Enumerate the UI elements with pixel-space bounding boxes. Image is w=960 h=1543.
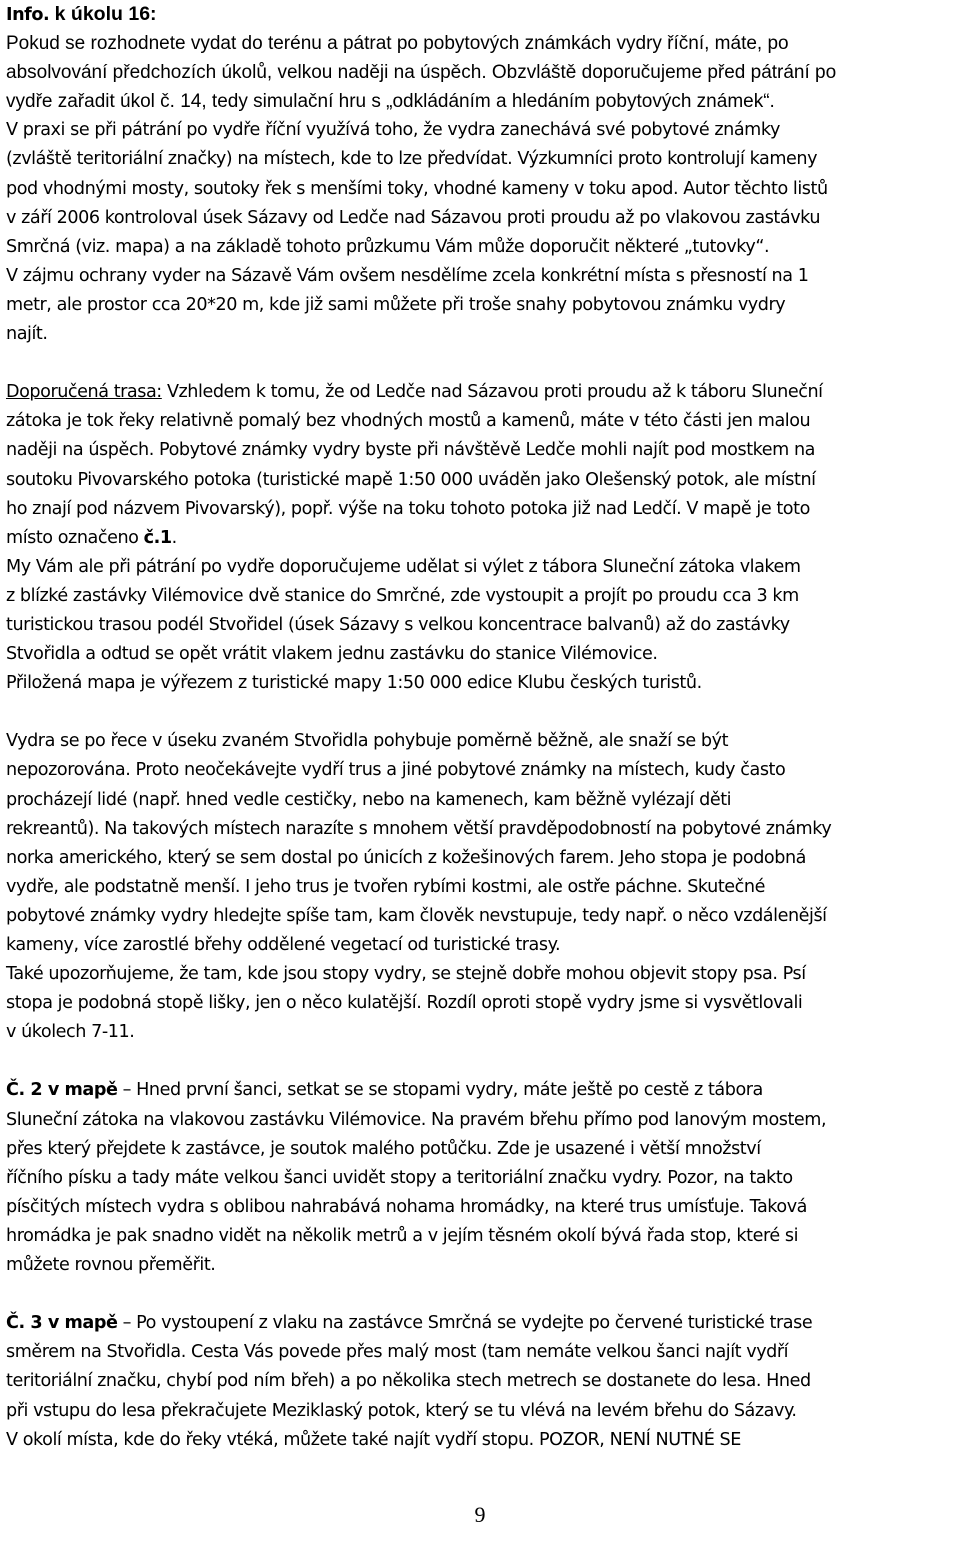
paragraph-gap bbox=[6, 1047, 954, 1076]
map-mark-1: č.1 bbox=[143, 527, 172, 548]
intro-line: vydře zařadit úkol č. 14, tedy simulační hru s „odkládáním a hledáním pobytových známek“. bbox=[6, 91, 775, 113]
paragraph-line: kameny, více zarostlé břehy oddělené vegetací od turistické trasy. bbox=[6, 935, 561, 955]
paragraph-line: soutoku Pivovarského potoka (turistické mapě 1:50 000 uváděn jako Olešenský potok, ale místní bbox=[6, 469, 816, 490]
paragraph-line: V praxi se při pátrání po vydře říční využívá toho, že vydra zanechává své pobytové známky bbox=[6, 120, 780, 141]
paragraph-line: nepozorována. Proto neočekávejte vydří trus a jiné pobytové známky na místech, kudy často bbox=[6, 760, 786, 781]
spot3-heading-line bbox=[6, 1309, 954, 1338]
paragraph-line: procházejí lidé (např. hned vedle cestičky, nebo na kamenech, kam běžně vylézají děti bbox=[6, 789, 732, 810]
paragraph-line: (zvláště teritoriální značky) na místech, kde to lze předvídat. Výzkumníci proto kontrolují kameny bbox=[6, 149, 818, 170]
paragraph-line: směrem na Stvořidla. Cesta Vás povede přes malý most (tam nemáte velkou šanci najít vydří bbox=[6, 1342, 789, 1363]
paragraph-line: Také upozorňujeme, že tam, kde jsou stopy vydry, se stejně dobře mohou objevit stopy psa. Psí bbox=[6, 964, 806, 985]
paragraph-line: říčního písku a tady máte velkou šanci uvidět stopy a teritoriální značku vydry. Pozor, na takto bbox=[6, 1167, 793, 1188]
title-prefix: Info. bbox=[6, 5, 50, 25]
paragraph-line: Stvořidla a odtud se opět vrátit vlakem jednu zastávku do stanice Vilémovice. bbox=[6, 644, 658, 665]
paragraph-line: stopa je podobná stopě lišky, jen o něco kulatější. Rozdíl oproti stopě vydry jsme si vysvětlovali bbox=[6, 993, 803, 1014]
spot3-label-b: 3 v mapě bbox=[24, 1313, 118, 1334]
route-first-line: Vzhledem k tomu, že od Ledče nad Sázavou proti proudu až k táboru Sluneční bbox=[161, 382, 823, 403]
paragraph-line: metr, ale prostor cca 20*20 m, kde již sami můžete při troše snahy pobytovou známku vydry bbox=[6, 294, 786, 315]
paragraph-line: rekreantů). Na takových místech narazíte s mnohem větší pravděpodobností na pobytové známky bbox=[6, 818, 832, 839]
paragraph-line bbox=[6, 524, 954, 553]
title-rest: k úkolu 16: bbox=[49, 3, 157, 25]
paragraph-line: při vstupu do lesa překračujete Meziklaský potok, který se tu vlévá na levém břehu do Sázavy. bbox=[6, 1400, 797, 1421]
paragraph-gap bbox=[6, 349, 954, 378]
paragraph-line: hromádka je pak snadno vidět na několik metrů a v jejím těsném okolí bývá řada stop, které si bbox=[6, 1225, 799, 1246]
paragraph-line: norka amerického, který se sem dostal po únicích z kožešinových farem. Jeho stopa je podobná bbox=[6, 847, 806, 868]
page-number: 9 bbox=[474, 1502, 486, 1527]
paragraph-line: z blízké zastávky Vilémovice dvě stanice do Smrčné, zde vystoupit a projít po proudu cca 3 km bbox=[6, 585, 799, 606]
paragraph-line: V okolí místa, kde do řeky vtéká, můžete také najít vydří stopu. POZOR, NENÍ NUTNÉ SE bbox=[6, 1429, 741, 1450]
route-last-suffix: . bbox=[171, 527, 177, 548]
paragraph-line: v úkolech 7-11. bbox=[6, 1022, 135, 1043]
spot2-label-a: Č. bbox=[6, 1080, 25, 1101]
paragraph-line: přes který přejdete k zastávce, je soutok malého potůčku. Zde je usazené i větší množství bbox=[6, 1138, 761, 1159]
paragraph-line: Sluneční zátoka na vlakovou zastávku Vilémovice. Na pravém břehu přímo pod lanovým mostem, bbox=[6, 1109, 827, 1130]
paragraph-line: V zájmu ochrany vyder na Sázavě Vám ovšem nesdělíme zcela konkrétní místa s přesností na 1 bbox=[6, 265, 809, 286]
paragraph-gap bbox=[6, 1280, 954, 1309]
spot2-heading-line bbox=[6, 1076, 954, 1105]
paragraph-line: Smrčná (viz. mapa) a na základě tohoto průzkumu Vám může doporučit některé „tutovky“. bbox=[6, 236, 770, 257]
paragraph-line: zátoka je tok řeky relativně pomalý bez vhodných mostů a kamenů, máte v této části jen malou bbox=[6, 411, 811, 432]
paragraph-gap bbox=[6, 698, 954, 727]
spot2-first-line: – Hned první šanci, setkat se se stopami vydry, máte ještě po cestě z tábora bbox=[117, 1080, 763, 1101]
route-last-prefix: místo označeno bbox=[6, 527, 144, 548]
intro-line: absolvování předchozích úkolů, velkou naději na úspěch. Obzvláště doporučujeme před pátrání po bbox=[6, 62, 837, 84]
intro-line: Pokud se rozhodnete vydat do terénu a pátrat po pobytových známkách vydry říční, máte, po bbox=[6, 33, 789, 55]
paragraph-line: vydře, ale podstatně menší. I jeho trus je tvořen rybími kostmi, ale ostře páchne. Skutečné bbox=[6, 876, 765, 897]
section-title bbox=[6, 0, 954, 29]
paragraph-line: ho znají pod názvem Pivovarský), popř. výše na toku tohoto potoka již nad Ledčí. V mapě je toto bbox=[6, 498, 810, 519]
paragraph-line: Přiložená mapa je výřezem z turistické mapy 1:50 000 edice Klubu českých turistů. bbox=[6, 673, 702, 694]
paragraph-line: My Vám ale při pátrání po vydře doporučujeme udělat si výlet z tábora Sluneční zátoka vlakem bbox=[6, 556, 801, 577]
spot3-label-a: Č. bbox=[6, 1313, 25, 1334]
paragraph-line: turistickou trasou podél Stvořidel (úsek Sázavy s velkou koncentrace balvanů) až do zastávky bbox=[6, 614, 790, 635]
spot3-first-line: – Po vystoupení z vlaku na zastávce Smrčná se vydejte po červené turistické trase bbox=[117, 1313, 813, 1334]
paragraph-line: v září 2006 kontroloval úsek Sázavy od Ledče nad Sázavou proti proudu až po vlakovou zastávku bbox=[6, 207, 821, 228]
paragraph-line: teritoriální značku, chybí pod ním břeh) a po několika stech metrech se dostanete do lesa. Hned bbox=[6, 1371, 811, 1392]
document-page bbox=[6, 0, 954, 1455]
paragraph-line: pobytové známky vydry hledejte spíše tam, kam člověk nevstupuje, tedy např. o něco vzdálenější bbox=[6, 905, 827, 926]
spot2-label-b: 2 v mapě bbox=[24, 1080, 118, 1101]
paragraph-line: najít. bbox=[6, 324, 48, 345]
route-heading-line bbox=[6, 378, 954, 407]
paragraph-line: Vydra se po řece v úseku zvaném Stvořidla pohybuje poměrně běžně, ale snaží se být bbox=[6, 731, 729, 752]
route-label: Doporučená trasa: bbox=[6, 382, 162, 403]
paragraph-line: pod vhodnými mosty, soutoky řek s menšími toky, vhodné kameny v toku apod. Autor těchto listů bbox=[6, 178, 828, 199]
paragraph-line: naději na úspěch. Pobytové známky vydry byste při návštěvě Ledče mohli najít pod mostkem na bbox=[6, 440, 816, 461]
paragraph-line: písčitých místech vydra s oblibou nahrabává nohama hromádky, na které trus umísťuje. Taková bbox=[6, 1196, 807, 1217]
paragraph-line: můžete rovnou přeměřit. bbox=[6, 1255, 216, 1276]
